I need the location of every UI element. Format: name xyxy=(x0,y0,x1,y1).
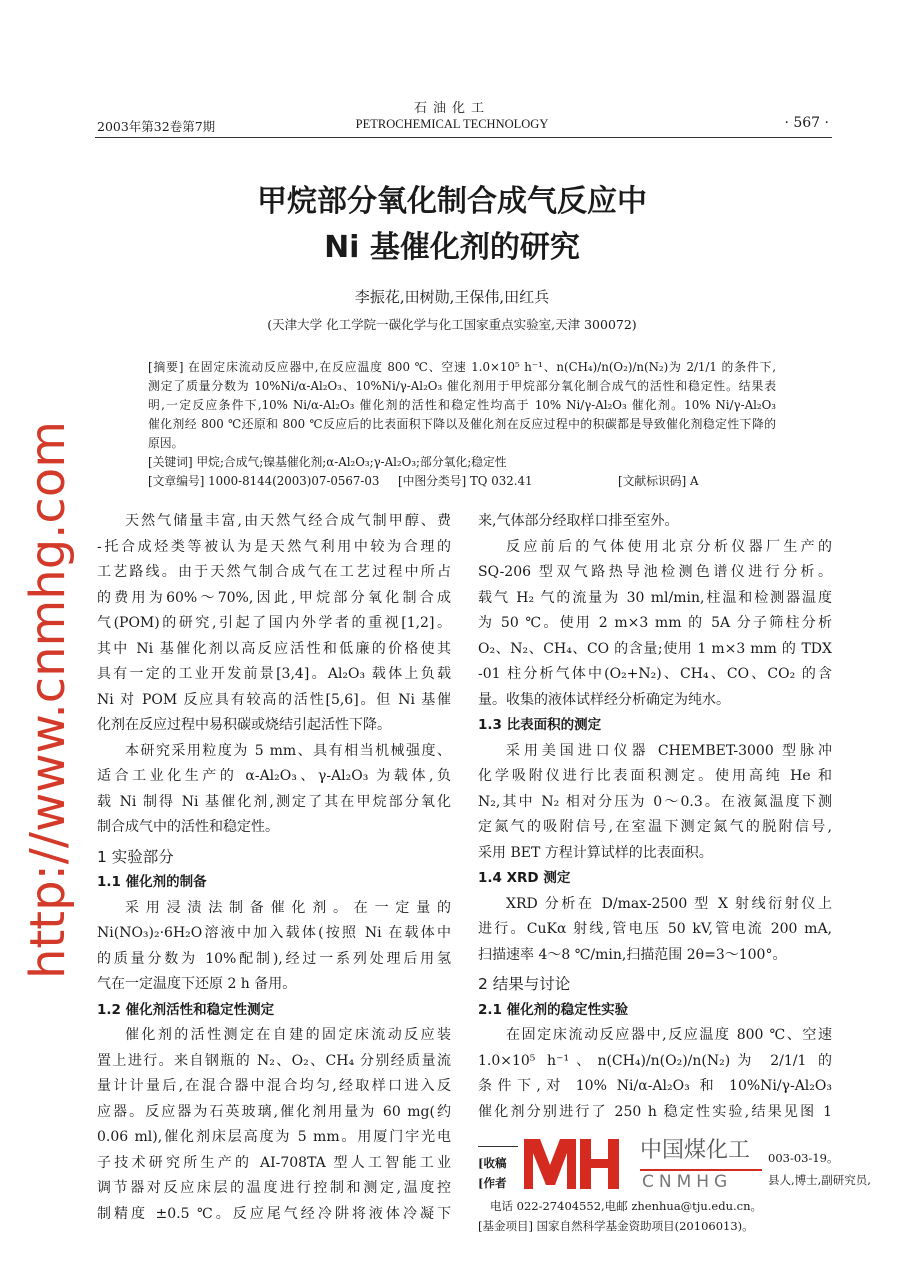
text-line: 量。收集的液体试样经分析确定为纯水。 xyxy=(478,691,730,708)
text-line: 的质量分数为 10%配制),经过一系列处理后用氢 xyxy=(97,950,451,967)
text-line: 采用浸渍法制备催化剂。在一定量的 xyxy=(125,899,451,916)
subsection-heading: 2.1 催化剂的稳定性实验 xyxy=(478,1001,629,1018)
logo-text-cn: 中国煤化工 xyxy=(640,1138,751,1163)
text-line: Ni 对 POM 反应具有较高的活性[5,6]。但 Ni 基催 xyxy=(97,691,451,708)
affiliation: (天津大学 化工学院一碳化学与化工国家重点实验室,天津 300072) xyxy=(267,317,637,332)
journal-name-en: PETROCHEMICAL TECHNOLOGY xyxy=(355,117,549,131)
text-line: 载气 H₂ 气的流量为 30 ml/min,柱温和检测器温度 xyxy=(478,589,832,606)
section-heading: 2 结果与讨论 xyxy=(478,975,571,993)
text-line: 天然气储量丰富,由天然气经合成气制甲醇、费 xyxy=(125,513,451,529)
fund-info: [基金项目] 国家自然科学基金资助项目(20106013)。 xyxy=(478,1219,754,1233)
text-line: 应器。反应器为石英玻璃,催化剂用量为 60 mg(约 xyxy=(97,1103,451,1120)
text-line: 工艺路线。由于天然气制合成气在工艺过程中所占 xyxy=(97,564,451,580)
logo-mark-icon xyxy=(520,1135,640,1193)
text-line: 条件下,对 10% Ni/α-Al₂O₃ 和 10%Ni/γ-Al₂O₃ xyxy=(478,1078,832,1094)
text-line: 催化剂的活性测定在自建的固定床流动反应装 xyxy=(125,1027,451,1043)
received-date: 003-03-19。 xyxy=(768,1151,839,1165)
page-number: · 567 · xyxy=(784,115,829,131)
text-line: 来,气体部分经取样口排至室外。 xyxy=(478,513,679,529)
abstract-line: [摘要] 在固定床流动反应器中,在反应温度 800 ℃、空速 1.0×10⁵ h⁻¹、n(CH₄)/n(O₂)/n(N₂)为 2/1/1 的条件下, xyxy=(148,360,776,374)
text-line: 载 Ni 制得 Ni 基催化剂,测定了其在甲烷部分氧化 xyxy=(97,793,451,810)
text-line: 气在一定温度下还原 2 h 备用。 xyxy=(97,976,297,992)
text-line: 的费用为60%～70%,因此,甲烷部分氧化制合成 xyxy=(97,589,451,606)
article-meta xyxy=(148,472,776,491)
text-line: 置上进行。来自钢瓶的 N₂、O₂、CH₄ 分别经质量流 xyxy=(97,1052,451,1069)
text-line: 调节器对反应床层的温度进行控制和测定,温度控 xyxy=(97,1180,451,1196)
left-column xyxy=(97,509,451,1227)
text-line: 化学吸附仪进行比表面积测定。使用高纯 He 和 xyxy=(478,768,832,784)
text-line: 具有一定的工业开发前景[3,4]。Al₂O₃ 载体上负载 xyxy=(97,666,451,682)
text-line: 采用美国进口仪器 CHEMBET-3000 型脉冲 xyxy=(506,742,832,759)
logo-rule xyxy=(640,1169,762,1171)
text-line: 子技术研究所生产的 AI-708TA 型人工智能工业 xyxy=(97,1154,451,1171)
logo-text-en: CNMHG xyxy=(642,1172,733,1192)
authors: 李振花,田树勋,王保伟,田红兵 xyxy=(354,288,550,306)
subsection-heading: 1.4 XRD 测定 xyxy=(478,870,571,886)
text-line: 采用 BET 方程计算试样的比表面积。 xyxy=(478,844,713,861)
text-line: 其中 Ni 基催化剂以高反应活性和低廉的价格使其 xyxy=(97,640,451,657)
text-line: -托合成烃类等被认为是天然气利用中较为合理的 xyxy=(97,538,451,555)
author-contact: 电话 022-27404552,电邮 zhenhua@tju.edu.cn。 xyxy=(490,1199,763,1213)
text-line: 制精度 ±0.5 ℃。反应尾气经冷阱将液体冷凝下 xyxy=(97,1205,451,1222)
header-rule xyxy=(95,137,832,138)
text-line: XRD 分析在 D/max-2500 型 X 射线衍射仪上 xyxy=(506,895,832,912)
text-line: 在固定床流动反应器中,反应温度 800 ℃、空速 xyxy=(506,1027,832,1043)
subsection-heading: 1.1 催化剂的制备 xyxy=(97,874,207,890)
text-line: 0.06 ml),催化剂床层高度为 5 mm。用厦门宇光电 xyxy=(97,1129,451,1145)
text-line: SQ-206 型双气路热导池检测色谱仪进行分析。 xyxy=(478,564,832,580)
subsection-heading: 1.2 催化剂活性和稳定性测定 xyxy=(97,1001,275,1018)
abstract xyxy=(148,358,776,491)
text-line: 1.0×10⁵ h⁻¹、n(CH₄)/n(O₂)/n(N₂)为 2/1/1 的 xyxy=(478,1052,832,1069)
author-label: [作者 xyxy=(478,1176,507,1190)
text-line: 进行。CuKα 射线,管电压 50 kV,管电流 200 mA, xyxy=(478,921,832,937)
text-line: 适合工业化生产的 α-Al₂O₃、γ-Al₂O₃ 为载体,负 xyxy=(97,768,451,784)
abstract-line: 催化剂经 800 ℃还原和 800 ℃反应后的比表面积下降以及催化剂在反应过程中的积碳都是导致催化剂稳定性下降的 xyxy=(148,417,776,431)
text-line: 制合成气中的活性和稳定性。 xyxy=(97,819,279,835)
footnote-rule xyxy=(478,1146,518,1147)
subsection-heading: 1.3 比表面积的测定 xyxy=(478,717,602,733)
author-info: 县人,博士,副研究员, xyxy=(768,1173,871,1187)
received-label: [收稿 xyxy=(478,1156,507,1170)
text-line: -01 柱分析气体中(O₂+N₂)、CH₄、CO、CO₂ 的含 xyxy=(478,666,832,682)
text-line: 定氮气的吸附信号,在室温下测定氮气的脱附信号, xyxy=(478,819,832,835)
cnmhg-logo xyxy=(520,1135,760,1193)
text-line: 本研究采用粒度为 5 mm、具有相当机械强度、 xyxy=(125,742,451,759)
clc-number: [中图分类号] TQ 032.41 xyxy=(398,474,533,488)
journal-name-cn: 石油化工 xyxy=(413,101,490,116)
abstract-line: 明,一定反应条件下,10% Ni/α-Al₂O₃ 催化剂的活性和稳定性均高于 10% Ni/γ-Al₂O₃ 催化剂。10% Ni/γ-Al₂O₃ xyxy=(148,398,776,412)
section-heading: 1 实验部分 xyxy=(97,847,174,866)
abstract-line: 测定了质量分数为 10%Ni/α-Al₂O₃、10%Ni/γ-Al₂O₃ 催化剂用于甲烷部分氧化制合成气的活性和稳定性。结果表 xyxy=(148,379,776,393)
text-line: 为 50 ℃。使用 2 m×3 mm 的 5A 分子筛柱分析 xyxy=(478,615,832,631)
text-line: N₂,其中 N₂ 相对分压为 0～0.3。在液氮温度下测 xyxy=(478,793,832,810)
text-line: 量计计量后,在混合器中混合均匀,经取样口进入反 xyxy=(97,1078,451,1094)
text-line: 扫描速率 4～8 ℃/min,扫描范围 2θ=3～100°。 xyxy=(478,946,787,963)
text-line: 气(POM)的研究,引起了国内外学者的重视[1,2]。 xyxy=(97,615,451,631)
issue-info: 2003年第32卷第7期 xyxy=(97,119,216,134)
right-column xyxy=(478,509,832,1125)
text-line: 化剂在反应过程中易积碳或烧结引起活性下降。 xyxy=(97,717,391,733)
abstract-line: 原因。 xyxy=(148,436,184,450)
text-line: O₂、N₂、CH₄、CO 的含量;使用 1 m×3 mm 的 TDX xyxy=(478,640,832,657)
abstract-line: [关键词] 甲烷;合成气;镍基催化剂;α-Al₂O₃;γ-Al₂O₃;部分氧化;稳定性 xyxy=(148,455,507,469)
document-code: [文献标识码] A xyxy=(618,474,699,488)
text-line: Ni(NO₃)₂·6H₂O溶液中加入载体(按照 Ni 在载体中 xyxy=(97,925,451,941)
text-line: 反应前后的气体使用北京分析仪器厂生产的 xyxy=(506,538,832,555)
watermark: http://www.cnmhg.com xyxy=(20,421,76,979)
title-line-1: 甲烷部分氧化制合成气反应中 xyxy=(257,184,647,219)
title-line-2: Ni 基催化剂的研究 xyxy=(324,230,580,265)
article-number: [文章编号] 1000-8144(2003)07-0567-03 xyxy=(148,474,380,488)
text-line: 催化剂分别进行了 250 h 稳定性实验,结果见图 1 xyxy=(478,1103,832,1120)
